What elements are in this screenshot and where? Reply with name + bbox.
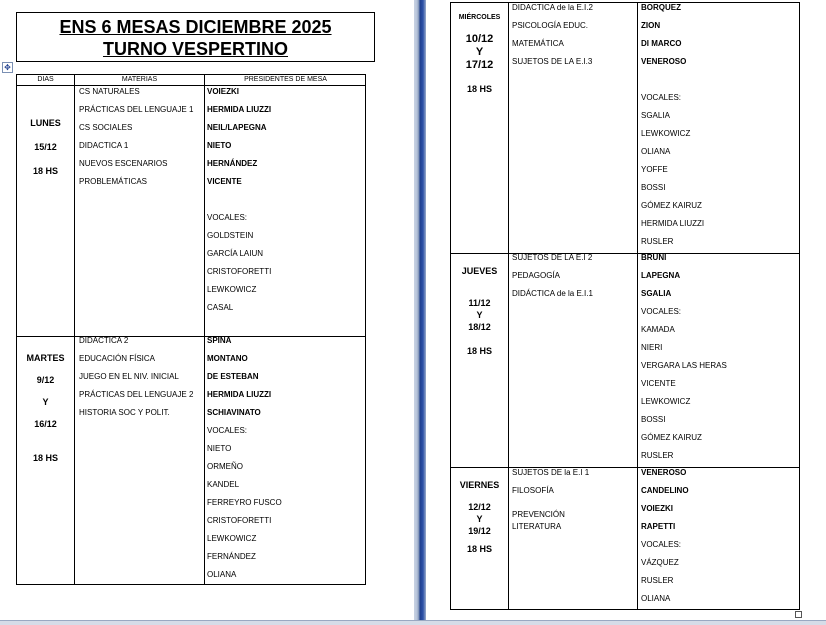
list-item: VOIEZKI [207,87,240,96]
title-line-1: ENS 6 MESAS DICIEMBRE 2025 [59,17,332,37]
list-item: NIETO [207,444,232,453]
list-item: ZION [641,21,661,30]
list-item: PRÁCTICAS DEL LENGUAJE 2 [79,390,194,399]
list-item: BRUNI [641,253,667,262]
list-item: KAMADA [641,325,675,334]
list-item: LEWKOWICZ [207,534,257,543]
day-viernes: VIERNES 12/12 Y 19/12 18 HS [459,480,500,554]
list-item: NIERI [641,343,663,352]
list-item: GOLDSTEIN [207,231,254,240]
list-item: FILOSOFÍA [512,486,554,495]
list-item: LEWKOWICZ [641,397,691,406]
document-title [16,12,375,62]
list-item: HERMIDA LIUZZI [641,219,705,228]
day-lunes: LUNES 15/12 18 HS [30,118,61,176]
list-item: OLIANA [641,594,671,603]
list-item: VOCALES: [207,213,248,222]
list-item: VERGARA LAS HERAS [641,361,727,370]
list-item: DIDACTICA 2 [79,336,129,345]
list-item: SPINA [207,336,232,345]
list-item: VENEROSO [641,468,687,477]
list-item: VOIEZKI [641,504,674,513]
list-item: YOFFE [641,165,668,174]
list-item: DIDÁCTICA de la E.I.1 [512,289,593,298]
list-item: BORQUEZ [641,3,681,12]
list-item: NUEVOS ESCENARIOS [79,159,168,168]
list-item: DI MARCO [641,39,682,48]
list-item [207,191,271,209]
header-dias: DIAS [37,76,54,83]
list-item: SUJETOS DE LA E.I.3 [512,57,593,66]
list-item: CASAL [207,303,234,312]
list-item: SGALIA [641,111,670,120]
list-item: HERMIDA LIUZZI [207,105,272,114]
day-jueves: JUEVES 11/12 Y 18/12 18 HS [461,266,498,356]
list-item: DE ESTEBAN [207,372,259,381]
list-item: SUJETOS DE la E.I 1 [512,468,590,477]
list-item: VOCALES: [641,93,682,102]
list-item: VÁZQUEZ [641,558,679,567]
list-item: JUEGO EN EL NIV. INICIAL [79,372,179,381]
list-item: VOCALES: [641,540,682,549]
day-martes: MARTES 9/12 Y 16/12 18 HS [26,353,65,463]
list-item: GARCÍA LAIUN [207,249,264,258]
presidentes-viernes [641,464,689,608]
list-item: LITERATURA [512,522,562,531]
presidentes-lunes [207,83,271,317]
list-item: MATEMÁTICA [512,39,564,48]
list-item: BOSSI [641,415,666,424]
list-item: HERNÁNDEZ [207,159,258,168]
presidentes-jueves [641,249,727,465]
table-resize-handle[interactable] [795,611,802,618]
list-item: DIDACTICA 1 [79,141,129,150]
materias-lunes [79,83,193,191]
list-item: ORMEÑO [207,462,243,471]
list-item: VICENTE [207,177,242,186]
title-line-2: TURNO VESPERTINO [102,39,289,59]
list-item: LEWKOWICZ [641,129,691,138]
materias-viernes [512,464,589,530]
list-item: BOSSI [641,183,666,192]
list-item: PREVENCIÓN [512,510,565,519]
list-item: DIDACTICA de la E.I.2 [512,3,593,12]
list-item: PSICOLOGÍA EDUC. [512,21,589,30]
list-item: LAPEGNA [641,271,681,280]
list-item: MONTANO [207,354,248,363]
page-gap [414,0,426,625]
horizontal-scrollbar[interactable] [0,620,826,625]
list-item: VENEROSO [641,57,687,66]
table-move-handle-icon[interactable]: ✥ [2,62,13,73]
list-item: GÓMEZ KAIRUZ [641,433,702,442]
day-miercoles: MIÉRCOLES 10/12 Y 17/12 18 HS [458,14,501,94]
list-item: CRISTOFORETTI [207,516,272,525]
list-item [641,71,704,89]
list-item: VICENTE [641,379,676,388]
list-item: CS SOCIALES [79,123,133,132]
list-item: RUSLER [641,451,674,460]
list-item: PEDAGOGÍA [512,271,561,280]
presidentes-miercoles [641,0,704,251]
header-materias: MATERIAS [121,76,158,83]
list-item: VOCALES: [641,307,682,316]
list-item: NIETO [207,141,232,150]
header-presidentes: PRESIDENTES DE MESA [244,76,327,83]
list-item: SUJETOS DE LA E.I 2 [512,253,593,262]
materias-jueves [512,249,593,303]
list-item: RUSLER [641,576,674,585]
list-item: FERNÁNDEZ [207,552,256,561]
list-item: NEIL/LAPEGNA [207,123,267,132]
list-item: LEWKOWICZ [207,285,257,294]
list-item: SCHIAVINATO [207,408,261,417]
list-item: CS NATURALES [79,87,140,96]
list-item: SGALIA [641,289,672,298]
materias-martes [79,332,193,422]
list-item: PRÁCTICAS DEL LENGUAJE 1 [79,105,194,114]
list-item: FERREYRO FUSCO [207,498,282,507]
list-item: OLIANA [207,570,237,579]
schedule-table-right [450,2,800,610]
list-item: RUSLER [641,237,674,246]
list-item: HERMIDA LIUZZI [207,390,272,399]
list-item: CRISTOFORETTI [207,267,272,276]
presidentes-martes [207,332,282,584]
list-item: VOCALES: [207,426,248,435]
list-item: OLIANA [641,147,671,156]
list-item: PROBLEMÁTICAS [79,177,148,186]
list-item: HISTORIA SOC Y POLIT. [79,408,170,417]
materias-miercoles [512,0,593,71]
list-item: RAPETTI [641,522,676,531]
list-item: KANDEL [207,480,240,489]
list-item: GÓMEZ KAIRUZ [641,201,702,210]
schedule-table-left [16,74,366,585]
list-item: CANDELINO [641,486,689,495]
list-item: EDUCACIÓN FÍSICA [79,354,156,363]
